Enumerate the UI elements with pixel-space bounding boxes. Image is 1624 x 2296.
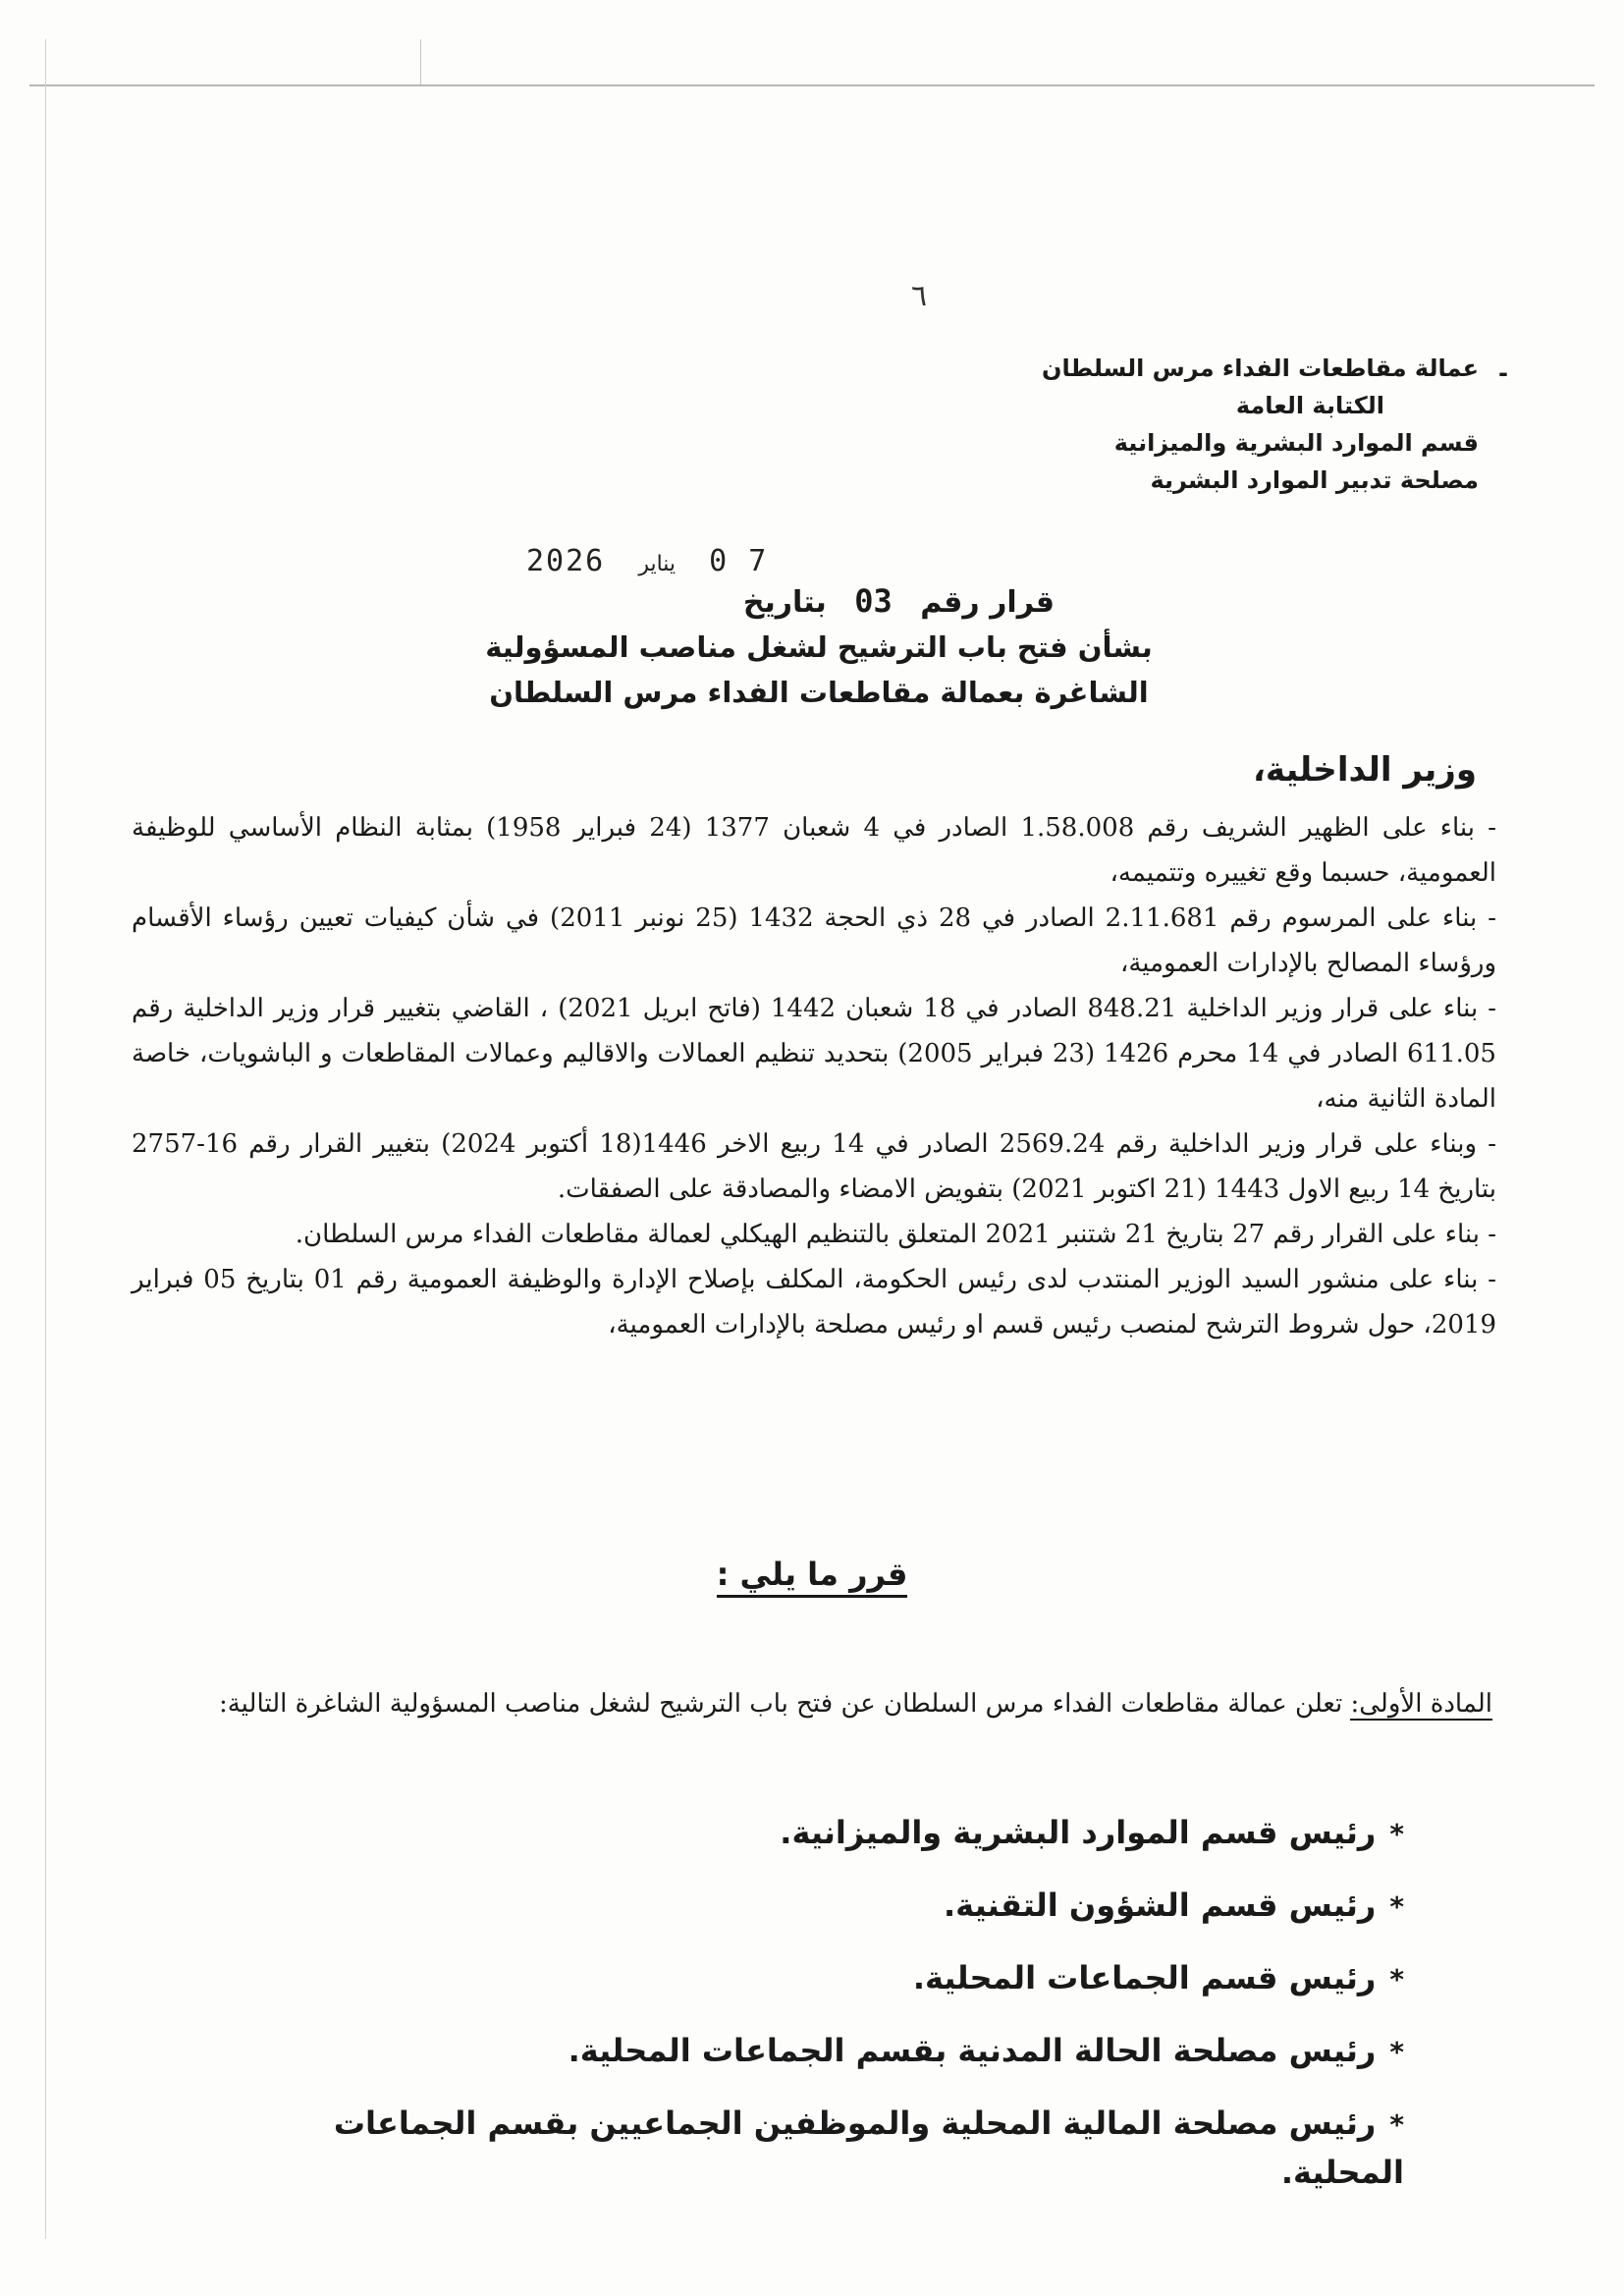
- header-line-prefecture: عمالة مقاطعات الفداء مرس السلطان: [1041, 355, 1479, 382]
- list-item: [226, 1882, 1404, 1954]
- decision-title: [743, 579, 1055, 625]
- scan-border-left: [45, 39, 46, 2239]
- decision-date-label: بتاريخ: [742, 585, 827, 620]
- scan-tick-mark: [420, 39, 421, 84]
- article-1: [137, 1675, 1492, 1732]
- list-item: [226, 2027, 1404, 2100]
- header-line-secretariat: الكتابة العامة: [1235, 392, 1384, 419]
- preamble-clause: - بناء على قرار وزير الداخلية 848.21 الصادر في 18 شعبان 1442 (فاتح ابريل 2021) ، القاضي بتغيير قرار وزير الداخلية رقم 611.05 الصادر في 14 محرم 1426 (23 فبراير 2005) بتحديد تنظيم العمالات والاقاليم وعمالات المقاطعات و الباشويات، خاصة المادة الثانية منه،: [132, 994, 1497, 1114]
- list-item: [226, 2100, 1404, 2191]
- preamble-clause: - بناء على المرسوم رقم 2.11.681 الصادر في 28 ذي الحجة 1432 (25 نونبر 2011) في شأن كيفيات تعيين رؤساء الأقسام ورؤساء المصالح بالإدارات العمومية،: [132, 903, 1496, 978]
- stamp-month: يناير: [638, 552, 677, 576]
- position-title: رئيس قسم الموارد البشرية والميزانية.: [780, 1814, 1377, 1851]
- preamble-clause: - وبناء على قرار وزير الداخلية رقم 2569.24 الصادر في 14 ربيع الاخر 1446(18 أكتوبر 2024) بتغيير القرار رقم 16-2757 بتاريخ 14 ربيع الاول 1443 (21 اكتوبر 2021) بتفويض الامضاء والمصادقة على الصفقات.: [132, 1129, 1496, 1204]
- preamble-clause: - بناء على منشور السيد الوزير المنتدب لدى رئيس الحكومة، المكلف بإصلاح الإدارة والوظيفة العمومية رقم 01 بتاريخ 05 فبراير 2019، حول شروط الترشح لمنصب رئيس قسم او رئيس مصلحة بالإدارات العمومية،: [132, 1265, 1496, 1339]
- scan-border-top: [29, 84, 1595, 86]
- stamp-day: 0 7: [709, 544, 769, 578]
- issuing-authority-header: [929, 350, 1479, 499]
- position-title: رئيس مصلحة المالية المحلية والموظفين الجماعيين بقسم الجماعات المحلية.: [333, 2105, 1404, 2191]
- bullet-star-icon: *: [1389, 2108, 1404, 2141]
- bullet-star-icon: *: [1389, 1890, 1404, 1923]
- decision-subject: [446, 625, 1192, 715]
- header-line-service: مصلحة تدبير الموارد البشرية: [1150, 466, 1479, 494]
- decision-number: 03: [854, 582, 893, 620]
- article-1-label: المادة الأولى:: [1350, 1689, 1492, 1719]
- header-line-division: قسم الموارد البشرية والميزانية: [1113, 429, 1479, 457]
- decision-label: قرار رقم: [920, 585, 1055, 620]
- list-item: [226, 1809, 1404, 1882]
- preamble-clause: - بناء على القرار رقم 27 بتاريخ 21 شتنبر 2021 المتعلق بالتنظيم الهيكلي لعمالة مقاطعات الفداء مرس السلطان.: [295, 1220, 1496, 1249]
- decided-heading: [0, 1556, 1624, 1593]
- header-dash: -: [1498, 359, 1508, 387]
- bullet-star-icon: *: [1389, 2036, 1404, 2068]
- bullet-star-icon: *: [1389, 1818, 1404, 1850]
- article-1-text: تعلن عمالة مقاطعات الفداء مرس السلطان عن فتح باب الترشيح لشغل مناصب المسؤولية الشاغرة التالية:: [218, 1689, 1351, 1719]
- decided-heading-text: قرر ما يلي :: [717, 1556, 908, 1598]
- legal-preamble: [132, 805, 1496, 1347]
- date-stamp: [526, 544, 768, 578]
- position-title: رئيس مصلحة الحالة المدنية بقسم الجماعات المحلية.: [568, 2032, 1377, 2069]
- position-title: رئيس قسم الشؤون التقنية.: [944, 1886, 1377, 1924]
- bullet-star-icon: *: [1389, 1963, 1404, 1995]
- preamble-clause: - بناء على الظهير الشريف رقم 1.58.008 الصادر في 4 شعبان 1377 (24 فبراير 1958) بمثابة النظام الأساسي للوظيفة العمومية، حسبما وقع تغييره وتتميمه،: [132, 813, 1496, 888]
- vacant-positions-list: [226, 1809, 1404, 2191]
- subject-line-2: الشاغرة بعمالة مقاطعات الفداء مرس السلطان: [489, 676, 1149, 709]
- list-item: [226, 1954, 1404, 2027]
- subject-line-1: بشأن فتح باب الترشيح لشغل مناصب المسؤولية: [485, 630, 1153, 664]
- position-title: رئيس قسم الجماعات المحلية.: [912, 1959, 1377, 1996]
- issuer-title: وزير الداخلية،: [1253, 750, 1477, 790]
- stamp-year: 2026: [526, 544, 606, 578]
- page-mark: ٦: [911, 279, 928, 313]
